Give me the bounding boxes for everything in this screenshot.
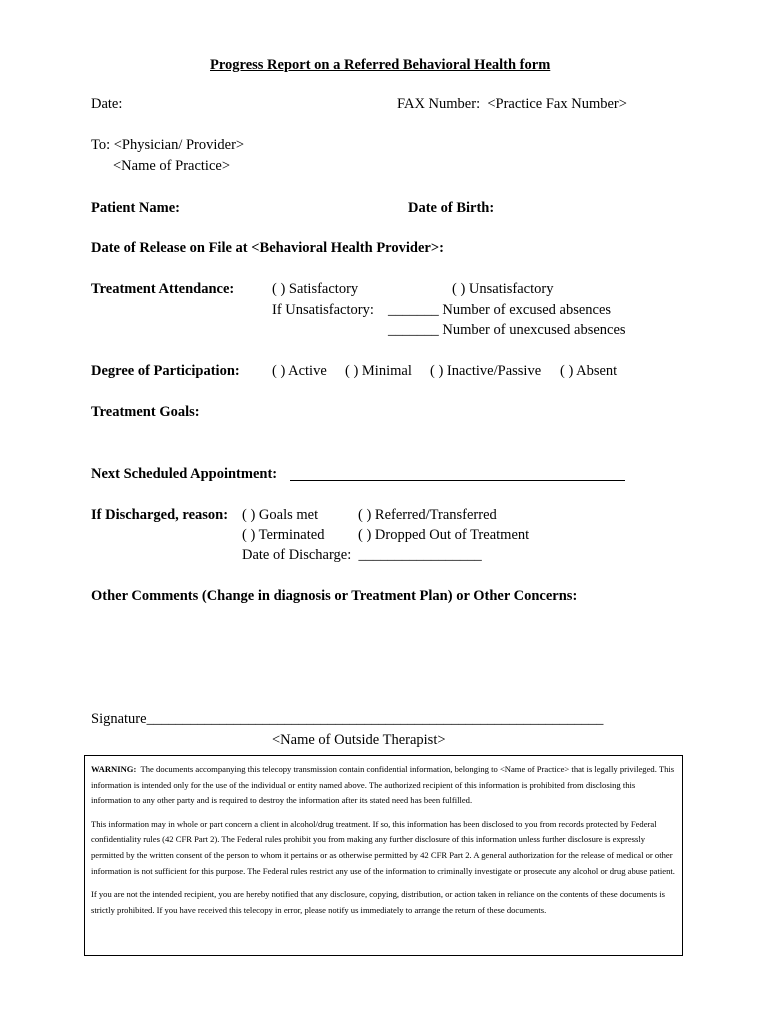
fax-value: <Practice Fax Number> (487, 96, 627, 112)
discharge-goals-met[interactable]: ( ) Goals met (242, 507, 319, 523)
discharge-terminated[interactable]: ( ) Terminated (242, 527, 325, 543)
to-provider: <Physician/ Provider> (113, 137, 245, 153)
participation-absent[interactable]: ( ) Absent (560, 363, 618, 379)
excused-label: Number of excused absences (442, 302, 612, 318)
discharge-label: If Discharged, reason: (91, 507, 229, 523)
date-label: Date: (91, 96, 123, 112)
attendance-satisfactory[interactable]: ( ) Satisfactory (272, 281, 359, 297)
discharge-date (242, 547, 482, 564)
participation-label: Degree of Participation: (91, 363, 240, 379)
participation-minimal[interactable]: ( ) Minimal (345, 363, 412, 379)
warning-paragraph-2: This information may in whole or part concern a client in alcohol/drug treatment. If so, this information has been disclosed to you from records protected by Federal confidentiality rules (42 CFR Part 2). The Federal rules prohibit you from making any further disclosure of this information unless further disclosure is expressly permitted by the written consent of the person to whom it pertains or as otherwise permitted by 42 CFR Part 2. A general authorization for the release of medical or other information is not sufficient for this purpose. The Federal rules restrict any use of the information to criminally investigate or prosecute any alcohol or drug abuse patient. (91, 818, 675, 876)
to-label: To: (91, 137, 111, 153)
form-title: Progress Report on a Referred Behavioral Health form (210, 57, 551, 73)
therapist-name: <Name of Outside Therapist> (272, 732, 446, 748)
warning-box (84, 755, 683, 956)
treatment-goals-label: Treatment Goals: (91, 404, 200, 420)
discharge-referred[interactable]: ( ) Referred/Transferred (358, 507, 497, 523)
participation-active[interactable]: ( ) Active (272, 363, 327, 379)
unexcused-absences (388, 322, 626, 339)
next-appointment-field[interactable] (290, 468, 625, 481)
next-appointment-label: Next Scheduled Appointment: (91, 466, 278, 482)
warning-paragraph-1 (91, 762, 676, 809)
fax-number (397, 96, 627, 113)
to-practice: <Name of Practice> (113, 158, 230, 174)
warning-paragraph-3: If you are not the intended recipient, you are hereby notified that any disclosure, copying, distribution, or action taken in reliance on the contents of these documents is strictly prohibited. If you have received this telecopy in error, please notify us immediately to arrange the return of these documents. (91, 889, 665, 915)
excused-absences (388, 302, 611, 319)
signature-row (91, 711, 603, 728)
warning-heading: WARNING: (91, 764, 137, 774)
participation-inactive[interactable]: ( ) Inactive/Passive (430, 363, 542, 379)
warning-text-1: The documents accompanying this telecopy transmission contain confidential information, belonging to <Name of Practice> that is legally privileged. This information is intended only for the use of the individual or entity named above. The authorized recipient of this information is prohibited from disclosing this information to any other party and is required to destroy the information after its stated need has been fulfilled. (91, 764, 675, 806)
discharge-dropped[interactable]: ( ) Dropped Out of Treatment (358, 527, 530, 543)
dob-label: Date of Birth: (408, 200, 495, 216)
release-label: Date of Release on File at <Behavioral Health Provider>: (91, 240, 444, 256)
fax-label: FAX Number: (397, 96, 481, 112)
if-unsatisfactory-label: If Unsatisfactory: (272, 302, 374, 318)
patient-name-label: Patient Name: (91, 200, 180, 216)
attendance-label: Treatment Attendance: (91, 281, 235, 297)
discharge-date-label: Date of Discharge: (242, 547, 352, 563)
unexcused-blank[interactable]: _______ (388, 322, 439, 338)
excused-blank[interactable]: _______ (388, 302, 439, 318)
attendance-unsatisfactory[interactable]: ( ) Unsatisfactory (452, 281, 554, 297)
unexcused-label: Number of unexcused absences (442, 322, 626, 338)
signature-field[interactable]: _______________________________________________________________ (146, 711, 604, 727)
to-line (91, 137, 244, 154)
other-comments-label: Other Comments (Change in diagnosis or Treatment Plan) or Other Concerns: (91, 588, 578, 604)
discharge-date-field[interactable]: _________________ (358, 547, 482, 563)
signature-label: Signature (91, 711, 147, 727)
